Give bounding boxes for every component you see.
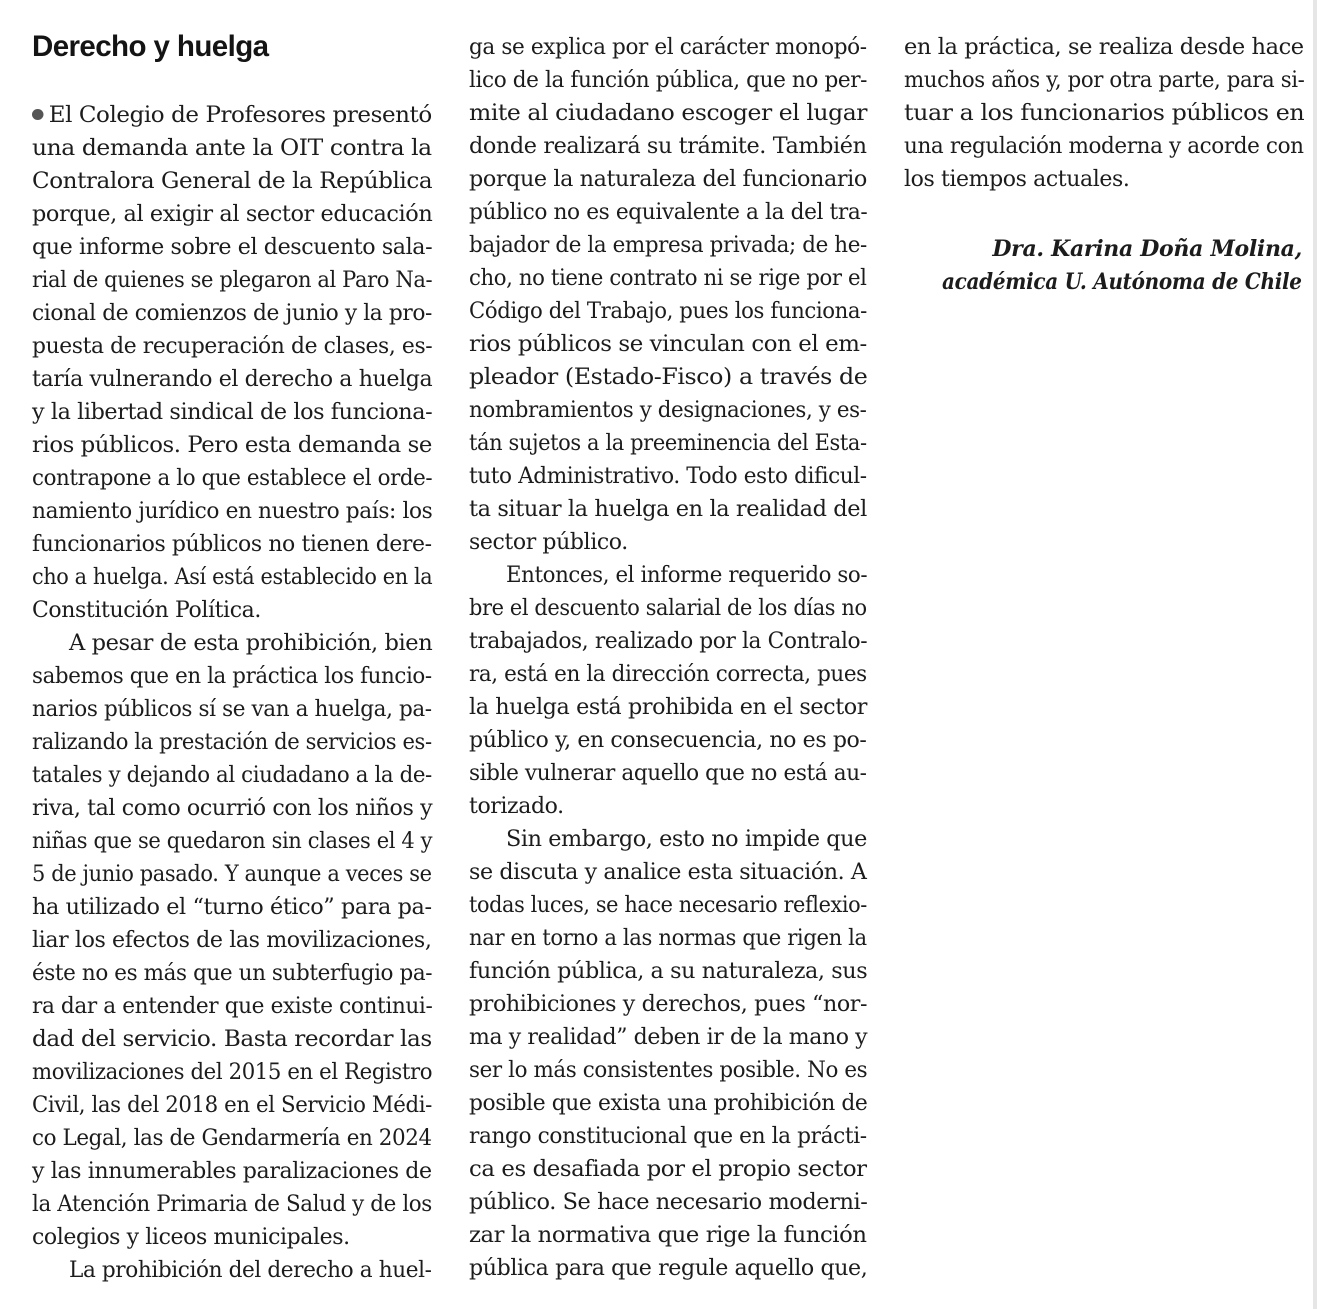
article-text-line (469, 165, 867, 195)
article-text-line (469, 1254, 867, 1284)
article-text-line (469, 330, 867, 360)
line-text: A pesar de esta prohibición, bien (69, 631, 433, 656)
line-text: porque la naturaleza del funcionario (469, 167, 867, 192)
line-text: la huelga está prohibida en el sector (469, 695, 868, 720)
line-text: pública para que regule aquello que, (469, 1256, 868, 1281)
line-text: taría vulnerando el derecho a huelga (32, 367, 433, 392)
line-text: bajador de la empresa privada; de he- (469, 233, 867, 258)
article-title: Derecho y huelga (32, 30, 269, 63)
article-text-line (469, 99, 867, 129)
article-text-line (469, 363, 867, 393)
line-text: movilizaciones del 2015 en el Registro (32, 1060, 433, 1085)
line-text: sector público. (469, 530, 628, 555)
article-text-line (469, 1056, 867, 1086)
line-text: tán sujetos a la preeminencia del Esta- (469, 431, 867, 456)
article-text-line (469, 726, 866, 756)
line-text: narios públicos sí se van a huelga, pa- (32, 697, 432, 722)
line-text: los tiempos actuales. (904, 167, 1130, 192)
article-text-line (32, 926, 431, 956)
line-text: sible vulnerar aquello que no está au- (469, 761, 867, 786)
line-text: rios públicos se vinculan con el em- (469, 332, 867, 357)
article-text-line (32, 167, 432, 197)
article-text-line (32, 497, 432, 527)
article-text-line (32, 1091, 432, 1121)
article-text-line (32, 101, 432, 131)
line-text: muchos años y, por otra parte, para si- (904, 68, 1305, 93)
line-text: bre el descuento salarial de los días no (469, 596, 867, 621)
article-text-line (32, 1157, 432, 1187)
article-text-line (32, 596, 261, 626)
line-text: público. Se hace necesario moderni- (469, 1190, 868, 1215)
line-text: dad del servicio. Basta recordar las (32, 1027, 432, 1052)
line-text: co Legal, las de Gendarmería en 2024 (32, 1126, 432, 1151)
line-text: rial de quienes se plegaron al Paro Na- (32, 268, 433, 293)
line-text: mite al ciudadano escoger el lugar (469, 101, 868, 126)
article-text-line (32, 530, 432, 560)
line-text: ga se explica por el carácter monopó- (469, 35, 867, 60)
line-text: todas luces, se hace necesario reflexio- (469, 893, 867, 918)
line-text: nombramientos y designaciones, y es- (469, 398, 867, 423)
line-text: ra, está en la dirección correcta, pues (469, 662, 867, 687)
article-text-line (904, 132, 1304, 162)
line-text: Código del Trabajo, pues los funciona- (469, 299, 867, 324)
article-text-line (904, 165, 1129, 195)
line-text: ta situar la huelga en la realidad del (469, 497, 867, 522)
scan-edge-strip (1313, 0, 1317, 1309)
line-text: ha utilizado el “turno ético” para pa- (32, 895, 432, 920)
author-name: Dra. Karina Doña Molina, (992, 236, 1302, 262)
article-text-line (904, 33, 1304, 63)
article-text-line (32, 266, 432, 296)
line-text: 5 de junio pasado. Y aunque a veces se (32, 862, 432, 887)
line-text: tuto Administrativo. Todo esto dificul- (469, 464, 867, 489)
line-text: público y, en consecuencia, no es po- (469, 728, 867, 753)
line-text: que informe sobre el descuento sala- (32, 235, 433, 260)
line-text: posible que exista una prohibición de (469, 1091, 868, 1116)
line-text: nar en torno a las normas que rigen la (469, 926, 867, 951)
article-text-line (469, 924, 867, 954)
article-text-line (32, 695, 432, 725)
article-text-line (469, 33, 867, 63)
line-text: prohibiciones y derechos, pues “nor- (469, 992, 868, 1017)
line-text: la Atención Primaria de Salud y de los (32, 1192, 432, 1217)
line-text: torizado. (469, 794, 564, 819)
article-text-line (469, 1023, 867, 1053)
line-text: puesta de recuperación de clases, es- (32, 334, 433, 359)
article-text-line (32, 365, 432, 395)
article-text-line (904, 66, 1304, 96)
line-text: funcionarios públicos no tienen dere- (32, 532, 432, 557)
line-text: y las innumerables paralizaciones de (32, 1159, 432, 1184)
line-text: rios públicos. Pero esta demanda se (32, 433, 432, 458)
article-text-line (69, 1256, 432, 1286)
line-text: trabajados, realizado por la Contralo- (469, 629, 868, 654)
line-text: zar la normativa que rige la función (469, 1223, 867, 1248)
line-text: ca es desafiada por el propio sector (469, 1157, 867, 1182)
line-text: éste no es más que un subterfugio pa- (32, 961, 433, 986)
line-text: tatales y dejando al ciudadano a la de- (32, 763, 432, 788)
article-text-line (469, 132, 867, 162)
article-text-line (469, 627, 867, 657)
article-text-line (469, 66, 867, 96)
line-text: contrapone a lo que establece el orde- (32, 466, 433, 491)
article-text-line (32, 728, 432, 758)
line-text: cional de comienzos de junio y la pro- (32, 301, 432, 326)
article-text-line (469, 1089, 867, 1119)
article-text-line (32, 827, 432, 857)
article-text-line (32, 464, 432, 494)
line-text: riva, tal como ocurrió con los niños y (32, 796, 433, 821)
line-text: La prohibición del derecho a huel- (69, 1258, 432, 1283)
article-text-line (469, 660, 867, 690)
line-text: porque, al exigir al sector educación (32, 202, 433, 227)
article-text-line (32, 1124, 432, 1154)
article-text-line (32, 761, 432, 791)
article-text-line (469, 792, 564, 822)
article-text-line (469, 990, 867, 1020)
line-text: en la práctica, se realiza desde hace (904, 35, 1304, 60)
line-text: ra dar a entender que existe continui- (32, 994, 433, 1019)
line-text: público no es equivalente a la del tra- (469, 200, 868, 225)
article-text-line (469, 1221, 867, 1251)
line-text: cho a huelga. Así está establecido en la (32, 565, 433, 590)
line-text: rango constitucional que en la prácti- (469, 1124, 867, 1149)
line-text: namiento jurídico en nuestro país: los (32, 499, 433, 524)
line-text: colegios y liceos municipales. (32, 1225, 350, 1250)
article-text-line (469, 429, 867, 459)
article-text-line (469, 462, 867, 492)
line-text: lico de la función pública, que no per- (469, 68, 868, 93)
article-text-line (469, 594, 867, 624)
article-text-line (469, 297, 867, 327)
article-text-line (32, 860, 432, 890)
line-text: sabemos que en la práctica los funcio- (32, 664, 432, 689)
article-text-line (469, 693, 867, 723)
article-text-line (32, 1058, 432, 1088)
article-text-line (32, 1223, 350, 1253)
line-text: pleador (Estado-Fisco) a través de (469, 365, 868, 390)
line-text: ser lo más consistentes posible. No es (469, 1058, 868, 1083)
article-text-line (32, 200, 432, 230)
article-text-line (32, 893, 432, 923)
line-text: cho, no tiene contrato ni se rige por el (469, 266, 867, 291)
article-text-line (469, 198, 867, 228)
article-text-line (506, 825, 867, 855)
line-text: tuar a los funcionarios públicos en (904, 101, 1305, 126)
line-text: Sin embargo, esto no impide que (506, 827, 867, 852)
line-text: se discuta y analice esta situación. A (469, 860, 867, 885)
line-text: Entonces, el informe requerido so- (506, 563, 868, 588)
line-text: liar los efectos de las movilizaciones, (32, 928, 432, 953)
article-text-line (32, 332, 432, 362)
article-text-line (469, 1155, 867, 1185)
article-text-line (69, 629, 432, 659)
article-text-line (32, 959, 432, 989)
line-text: donde realizará su trámite. También (469, 134, 867, 159)
article-text-line (469, 891, 867, 921)
article-text-line (32, 1190, 432, 1220)
article-text-line (32, 398, 432, 428)
article-text-line (506, 561, 867, 591)
line-text: ma y realidad” deben ir de la mano y (469, 1025, 868, 1050)
article-text-line (904, 99, 1304, 129)
article-text-line (32, 992, 432, 1022)
line-text: El Colegio de Profesores presentó (48, 103, 432, 128)
article-text-line (469, 264, 867, 294)
line-text: y la libertad sindical de los funciona- (32, 400, 433, 425)
line-text: una demanda ante la OIT contra la (32, 136, 432, 161)
line-text: ralizando la prestación de servicios es- (32, 730, 432, 755)
article-text-line (469, 1188, 867, 1218)
bullet-icon (32, 109, 43, 120)
line-text: niñas que se quedaron sin clases el 4 y (32, 829, 433, 854)
article-text-line (32, 662, 432, 692)
article-text-line (32, 1025, 432, 1055)
article-text-line (32, 563, 432, 593)
line-text: Contralora General de la República (32, 169, 433, 194)
line-text: Civil, las del 2018 en el Servicio Médi- (32, 1093, 432, 1118)
article-text-line (469, 528, 628, 558)
line-text: función pública, a su naturaleza, sus (469, 959, 868, 984)
article-text-line (469, 957, 867, 987)
article-text-line (469, 1122, 867, 1152)
article-text-line (469, 858, 867, 888)
line-text: una regulación moderna y acorde con (904, 134, 1304, 159)
line-text: Constitución Política. (32, 598, 261, 623)
article-text-line (469, 759, 867, 789)
article-text-line (469, 495, 867, 525)
article-text-line (32, 299, 432, 329)
article-text-line (32, 233, 432, 263)
article-text-line (469, 231, 867, 261)
article-text-line (32, 794, 432, 824)
article-text-line (469, 396, 867, 426)
article-text-line (32, 134, 432, 164)
article-text-line (32, 431, 432, 461)
author-affiliation: académica U. Autónoma de Chile (942, 269, 1302, 295)
